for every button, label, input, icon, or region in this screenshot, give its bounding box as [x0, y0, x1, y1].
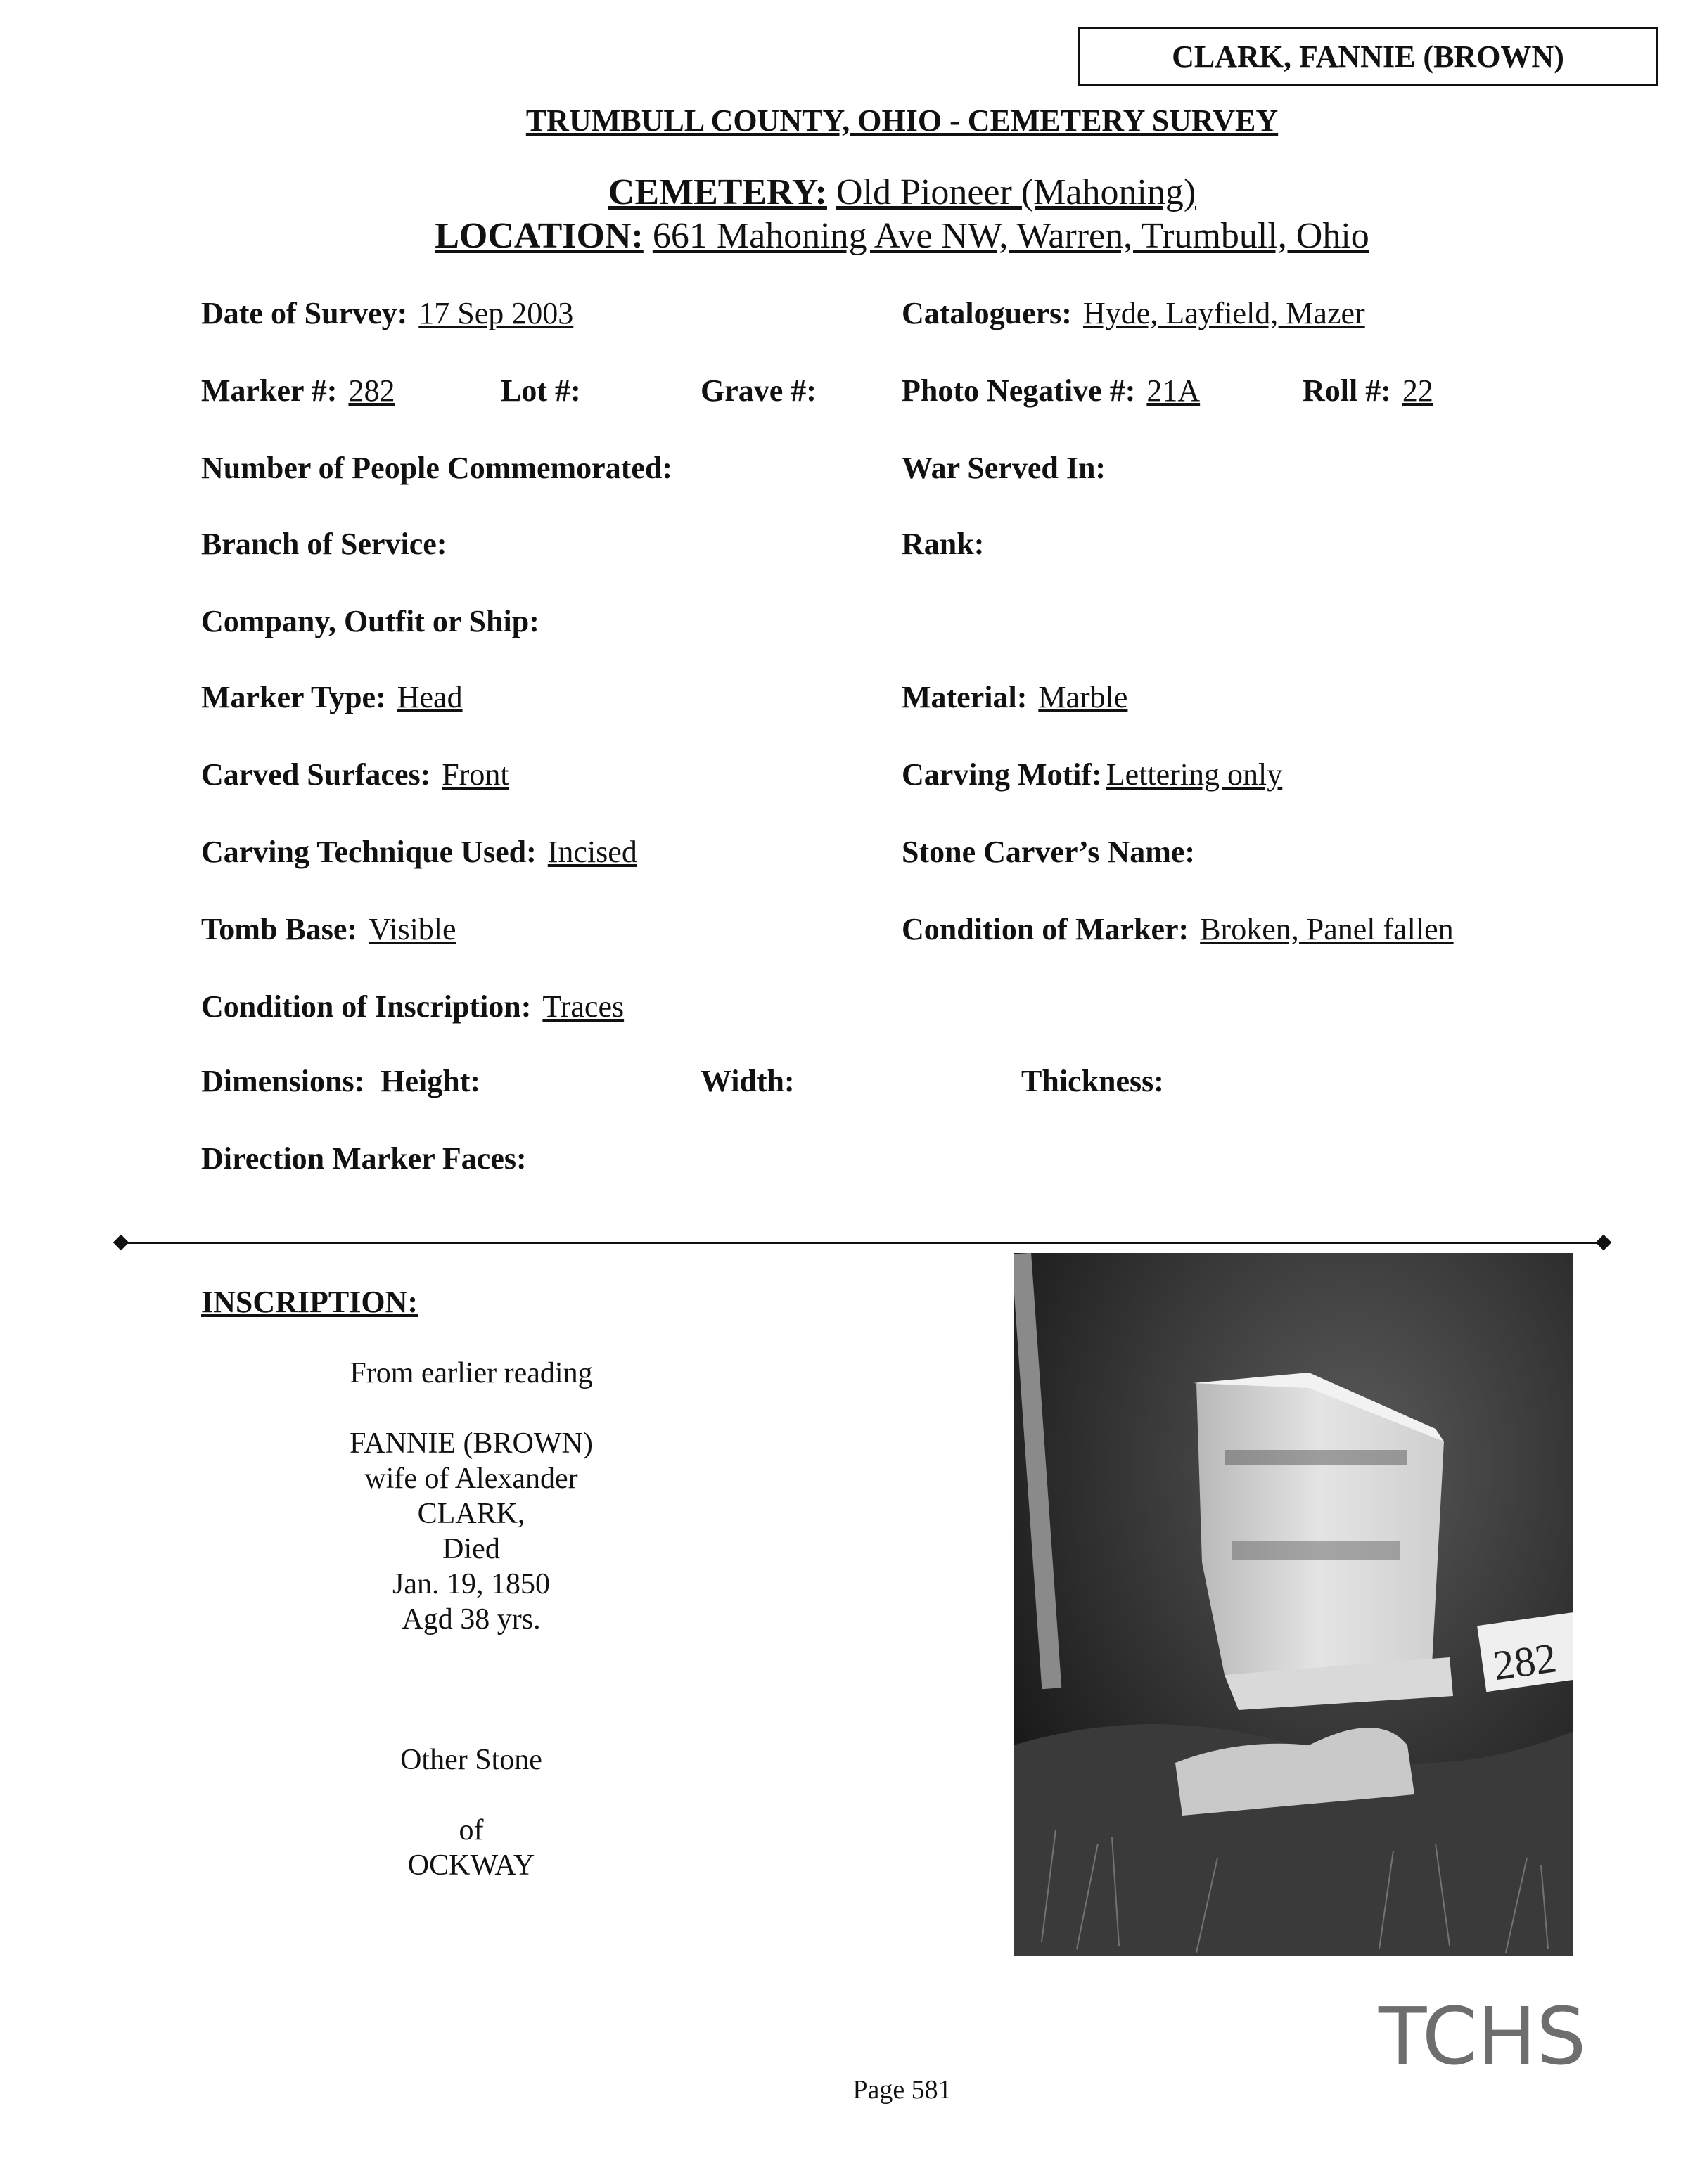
field-value: 22	[1402, 373, 1433, 408]
field-label: Dimensions:	[201, 1064, 365, 1098]
rank-field	[902, 526, 984, 562]
field-label: Direction Marker Faces:	[201, 1141, 527, 1176]
field-label: Branch of Service:	[201, 527, 447, 561]
field-value: Marble	[1038, 680, 1128, 714]
inscription-line: Agd 38 yrs.	[402, 1603, 541, 1636]
date-of-survey-field	[201, 295, 573, 331]
survey-title: TRUMBULL COUNTY, OHIO - CEMETERY SURVEY	[525, 103, 1279, 138]
inscription-text	[260, 1356, 682, 1883]
inscription-line	[260, 1391, 682, 1426]
inscription-line: Jan. 19, 1850	[392, 1568, 550, 1600]
dimensions-field	[201, 1063, 480, 1099]
inscription-line: Other Stone	[400, 1744, 542, 1776]
page-number: Page 581	[852, 2075, 952, 2105]
roll-number-field	[1303, 373, 1433, 409]
war-served-field	[902, 450, 1106, 486]
field-value: Visible	[369, 912, 456, 946]
inscription-line	[260, 1637, 682, 1672]
field-label: Carving Motif:	[902, 757, 1102, 792]
carving-technique-field	[201, 834, 637, 870]
field-label: Condition of Inscription:	[201, 989, 532, 1024]
company-field	[201, 603, 539, 639]
marker-photo-drawing	[1014, 1253, 1573, 1956]
field-value: 282	[348, 373, 395, 408]
marker-type-field	[201, 679, 463, 715]
section-divider	[121, 1242, 1604, 1244]
branch-of-service-field	[201, 526, 447, 562]
cemetery-line	[0, 172, 1688, 213]
lot-number-field	[501, 373, 581, 409]
inscription-line	[260, 1778, 682, 1813]
field-label: Thickness:	[1021, 1064, 1164, 1098]
field-label: Material:	[902, 680, 1028, 714]
field-value: Hyde, Layfield, Mazer	[1082, 296, 1365, 330]
marker-photo	[1014, 1253, 1573, 1956]
marker-number-field	[201, 373, 395, 409]
field-value: Front	[442, 757, 509, 792]
inscription-line: From earlier reading	[350, 1357, 593, 1389]
field-value: 21A	[1146, 373, 1201, 408]
direction-field	[201, 1141, 527, 1176]
field-value: Traces	[542, 989, 625, 1024]
inscription-line: FANNIE (BROWN)	[350, 1427, 593, 1460]
field-value: 17 Sep 2003	[418, 296, 574, 330]
thickness-field	[1021, 1063, 1164, 1099]
grave-number-field	[701, 373, 817, 409]
people-commemorated-field	[201, 450, 672, 486]
carving-motif-field	[902, 757, 1282, 792]
field-label: War Served In:	[902, 451, 1106, 485]
inscription-heading: INSCRIPTION:	[201, 1285, 418, 1319]
field-label: Rank:	[902, 527, 985, 561]
field-value: Head	[397, 680, 463, 714]
tchs-watermark: TCHS	[1379, 1991, 1587, 2083]
field-label: Stone Carver’s Name:	[902, 835, 1196, 869]
inscription-line: of	[459, 1814, 484, 1846]
divider-left-diamond	[113, 1235, 129, 1251]
inscription-line	[260, 1707, 682, 1742]
divider-right-diamond	[1596, 1235, 1612, 1251]
field-label: Carved Surfaces:	[201, 757, 431, 792]
marker-tag-text: 282	[1490, 1634, 1560, 1690]
field-label: Date of Survey:	[201, 296, 408, 330]
condition-of-inscription-field	[201, 989, 624, 1024]
inscription-line	[260, 1672, 682, 1707]
field-label: Marker #:	[201, 373, 338, 408]
height-label: Height:	[381, 1064, 481, 1098]
surname-box	[1078, 27, 1658, 86]
field-label: Roll #:	[1303, 373, 1391, 408]
location-line	[0, 215, 1688, 257]
tomb-base-field	[201, 911, 456, 947]
cemetery-value: Old Pioneer (Mahoning)	[836, 172, 1196, 212]
location-label: LOCATION:	[435, 216, 644, 256]
field-label: Number of People Commemorated:	[201, 451, 673, 485]
field-label: Condition of Marker:	[902, 912, 1189, 946]
inscription-line: OCKWAY	[407, 1849, 535, 1882]
field-value: Broken, Panel fallen	[1200, 912, 1454, 946]
field-label: Lot #:	[501, 373, 581, 408]
photo-negative-field	[902, 373, 1200, 409]
inscription-line: wife of Alexander	[364, 1463, 578, 1495]
condition-of-marker-field	[902, 911, 1454, 947]
field-label: Grave #:	[701, 373, 817, 408]
cataloguers-field	[902, 295, 1365, 331]
field-label: Width:	[701, 1064, 795, 1098]
material-field	[902, 679, 1127, 715]
field-label: Photo Negative #:	[902, 373, 1136, 408]
field-label: Marker Type:	[201, 680, 386, 714]
inscription-line: CLARK,	[417, 1498, 525, 1530]
field-value: Incised	[547, 835, 637, 869]
surname-text: CLARK, FANNIE (BROWN)	[1172, 39, 1564, 74]
cemetery-label: CEMETERY:	[608, 172, 827, 212]
stone-carver-field	[902, 834, 1195, 870]
field-label: Tomb Base:	[201, 912, 358, 946]
location-value: 661 Mahoning Ave NW, Warren, Trumbull, Ohio	[652, 216, 1369, 256]
field-label: Carving Technique Used:	[201, 835, 537, 869]
field-label: Cataloguers:	[902, 296, 1072, 330]
field-value: Lettering only	[1106, 757, 1283, 792]
width-field	[701, 1063, 795, 1099]
field-label: Company, Outfit or Ship:	[201, 604, 539, 638]
carved-surfaces-field	[201, 757, 509, 792]
inscription-line: Died	[442, 1533, 500, 1565]
